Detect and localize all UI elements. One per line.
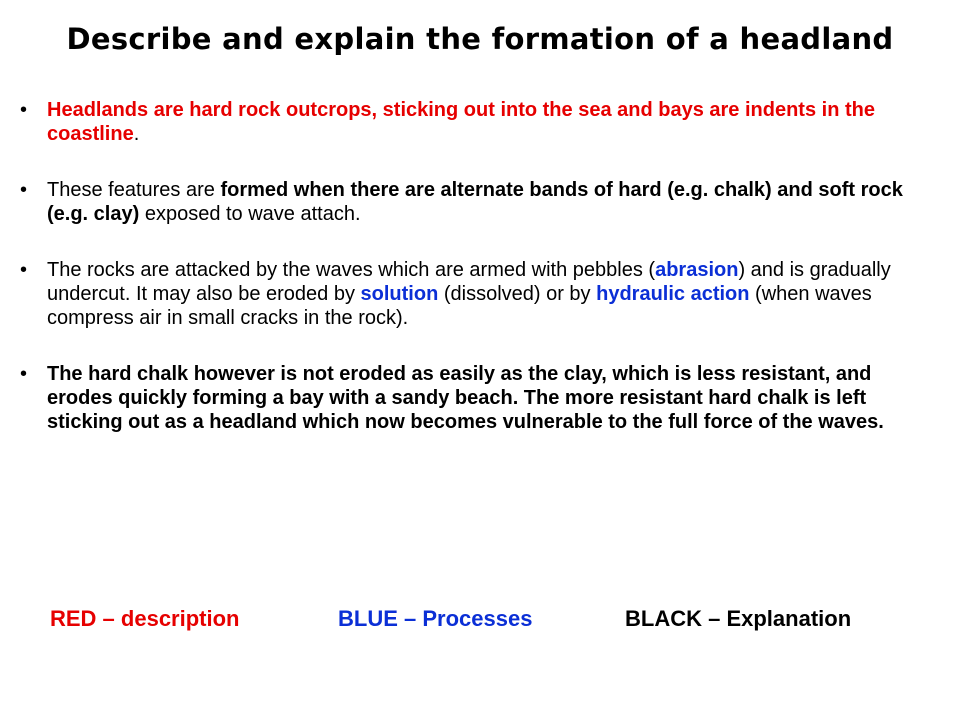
text-segment: (dissolved) or by (438, 283, 597, 305)
description-text: Headlands are hard rock outcrops, sticking out into the sea and bays are indents in the coastline (47, 99, 875, 145)
explanation-text: formed when there are alternate bands of hard (e.g. chalk) and soft rock (e.g. clay) (47, 179, 903, 225)
legend-blue-processes: BLUE – Processes (338, 606, 533, 631)
bullet-dot-icon: • (20, 99, 28, 121)
legend-red-description: RED – description (50, 606, 240, 631)
bullet-formation (20, 178, 920, 226)
legend-black-explanation: BLACK – Explanation (625, 606, 852, 631)
text-segment: The rocks are attacked by the waves which are armed with pebbles ( (47, 259, 656, 281)
bullet-dot-icon: • (20, 179, 28, 201)
bullet-list (20, 98, 920, 466)
bullet-description (20, 98, 920, 146)
bullet-processes (20, 258, 920, 330)
bullet-dot-icon: • (20, 259, 28, 281)
text-segment: These features are (47, 179, 221, 201)
process-hydraulic-action: hydraulic action (596, 283, 750, 305)
process-abrasion: abrasion (655, 259, 739, 281)
process-solution: solution (360, 283, 439, 305)
bullet-dot-icon: • (20, 363, 28, 385)
text-segment: . (133, 123, 140, 145)
text-segment: exposed to wave attach. (139, 203, 361, 225)
page-title: Describe and explain the formation of a headland (66, 22, 894, 56)
text-segment: (when waves compress air in small cracks in the rock). (47, 283, 872, 329)
color-legend (0, 606, 960, 636)
text-segment: ) and is gradually undercut. It may also be eroded by (47, 259, 891, 305)
bullet-explanation (20, 362, 920, 434)
explanation-text: The hard chalk however is not eroded as easily as the clay, which is less resistant, and erodes quickly forming a bay with a sandy beach. The more resistant hard chalk is left sticking out as a headland which now becomes vulnerable to the full force of the waves. (47, 363, 884, 433)
